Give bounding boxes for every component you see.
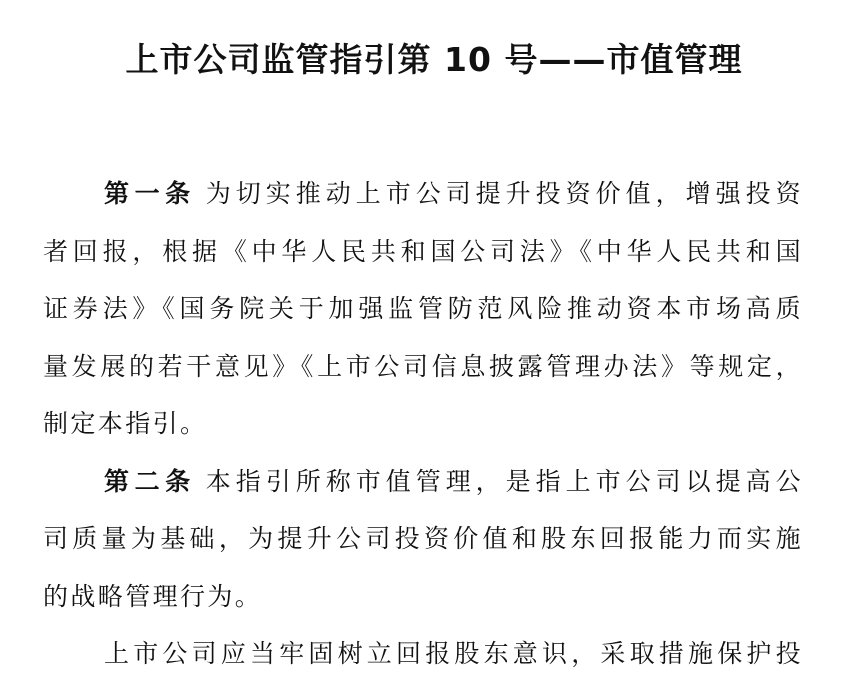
article-2-text-1: 本指引所称市值管理，是指上市公司以提高公 (205, 466, 803, 496)
article-2-line-2: 司质量为基础，为提升公司投资价值和股东回报能力而实施 (43, 524, 803, 553)
article-2-line-3: 的战略管理行为。 (43, 581, 263, 611)
article-1-text-1: 为切实推动上市公司提升投资价值，增强投资 (205, 179, 803, 208)
article-1-line-5: 制定本指引。 (43, 409, 208, 438)
article-2-line-1 (43, 453, 803, 511)
article-1-line-3: 证券法》《国务院关于加强监管防范风险推动资本市场高质 (43, 294, 803, 323)
article-1-label: 第一条 (104, 179, 196, 208)
article-1-line-1 (43, 165, 803, 223)
paragraph-3-line-1: 上市公司应当牢固树立回报股东意识，采取措施保护投 (104, 639, 803, 668)
document-body (43, 165, 803, 683)
article-2-label: 第二条 (104, 466, 196, 496)
article-1-line-2: 者回报，根据《中华人民共和国公司法》《中华人民共和国 (43, 236, 803, 266)
document-title: 上市公司监管指引第 10 号——市值管理 (125, 40, 743, 79)
article-1-line-4: 量发展的若干意见》《上市公司信息披露管理办法》等规定， (43, 351, 803, 381)
